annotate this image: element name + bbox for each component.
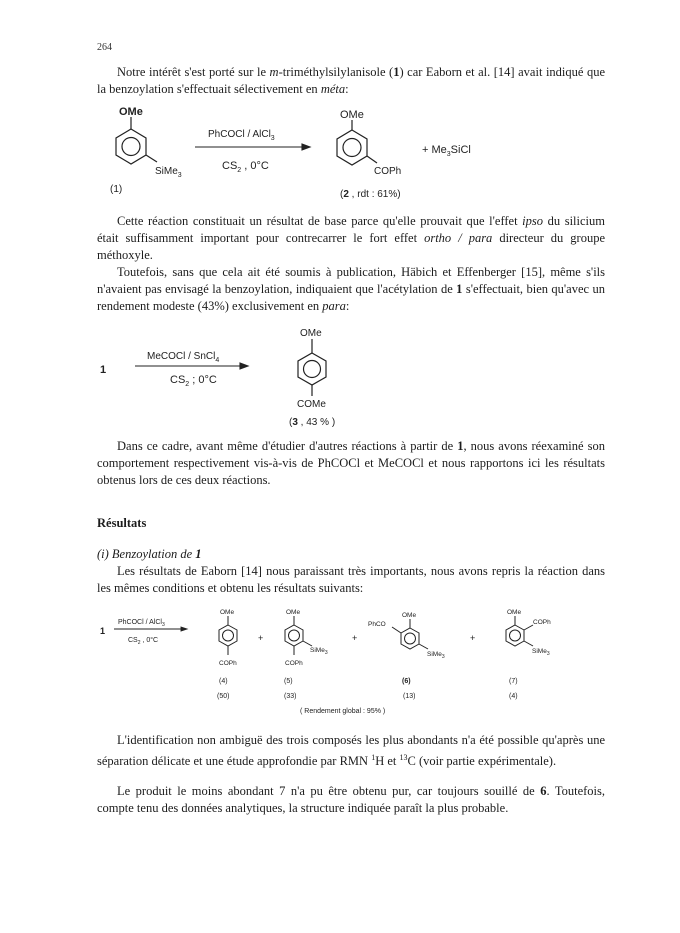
reaction-scheme-3 [0, 600, 680, 722]
superscript: 13 [399, 753, 408, 762]
p5-label: (5) [284, 678, 293, 685]
text-run: s'effectuait, bien qu'avec un rendement modeste (43%) exclusivement en [97, 282, 605, 313]
structure-2 [337, 120, 377, 165]
sm-label: (1) [110, 184, 123, 195]
paragraph-context [97, 438, 605, 489]
reagent-top: PhCOCl / AlCl$_3$ [118, 619, 165, 628]
reaction-scheme-2 [0, 320, 680, 432]
p7-label: (7) [509, 678, 518, 685]
p7-sime3: SiMe$_3$ [532, 648, 550, 657]
text-run: H et [375, 754, 400, 769]
p5-ome: OMe [286, 609, 301, 616]
italic-run: para [322, 299, 346, 313]
compound-number: 1 [456, 282, 463, 296]
p7-coph: COPh [533, 619, 551, 626]
p6-ome: OMe [402, 612, 417, 619]
section-heading: Résultats [97, 516, 147, 530]
reaction-arrow [135, 363, 248, 369]
prod-ome: OMe [340, 109, 364, 121]
reaction-arrow [114, 627, 187, 631]
compound-number: 1 [195, 547, 202, 561]
p6-phco: PhCO [368, 621, 386, 628]
sm-sime3: SiMe$_3$ [155, 166, 182, 179]
italic-run: ortho / para [424, 231, 493, 245]
p6-sime3: SiMe$_3$ [427, 651, 445, 660]
structure-5 [285, 616, 312, 655]
p5-yield: (33) [284, 693, 297, 700]
text-run: L'identification non ambiguë des trois composés les plus abondants n'a été possible qu'après une séparation délicate et une étude approfondie par RMN [97, 733, 605, 769]
plus-sign: + [258, 633, 264, 643]
p6-label: (6) [402, 678, 411, 685]
italic-run: ipso [522, 214, 544, 228]
text-run: Les résultats de Eaborn [14] nous paraissant très importants, nous avons repris la réaction dans les mêmes conditions et obtenu les résultats suivants: [97, 564, 605, 595]
paragraph-product-7 [97, 783, 605, 817]
text-run: Dans ce cadre, avant même d'étudier d'autres réactions à partir de [117, 439, 458, 453]
p4-coph: COPh [219, 660, 237, 667]
sm-number: 1 [100, 364, 107, 376]
plus-sign: + [352, 633, 358, 643]
p5-coph: COPh [285, 660, 303, 667]
text-run: . Toutefois, compte tenu des données analytiques, la structure indiquée paraît la plus probable. [97, 784, 605, 815]
p5-sime3: SiMe$_3$ [310, 647, 328, 656]
text-run: ) car Eaborn et al. [14] avait indiqué que la benzoylation s'effectuait sélectivement en [97, 65, 606, 96]
p4-label: (4) [219, 678, 228, 685]
structure-4 [219, 616, 237, 655]
p6-yield: (13) [403, 693, 416, 700]
reagent-bottom: $CS_2$ ; 0°C [170, 374, 217, 388]
reagent-bottom: $CS_2$ , 0°C [128, 637, 159, 646]
paragraph-ipso [97, 213, 605, 264]
compound-number: 1 [457, 439, 464, 453]
p4-yield: (50) [217, 693, 230, 700]
italic-run: méta [320, 82, 346, 96]
structure-1 [116, 117, 157, 164]
text-run: , nous avons réexaminé son comportement respectivement vis-à-vis de PhCOCl et MeCOCl et nous rapportons ici les résultats obtenus lors de ces deux réactions. [97, 439, 605, 487]
text-run: -triméthylsilylanisole ( [278, 65, 394, 79]
structure-6 [392, 619, 428, 649]
paragraph-repeat [97, 563, 605, 597]
prod-label: (3 , 43 % ) [289, 417, 336, 428]
text-run: du silicium était suffisamment important pour contrecarrer le fort effet [97, 214, 605, 245]
p7-ome: OMe [507, 609, 522, 616]
text-run: Le produit le moins abondant 7 n'a pu être obtenu pur, car toujours souillé de [117, 784, 541, 798]
subsection-heading [97, 547, 202, 562]
paragraph-acetylation [97, 264, 605, 315]
superscript: 1 [371, 753, 376, 762]
italic-run: m [269, 65, 279, 79]
page-number: 264 [97, 42, 112, 53]
reaction-arrow [195, 144, 310, 150]
text-run: directeur du groupe méthoxyle. [97, 231, 605, 262]
compound-number: 6 [540, 784, 547, 798]
compound-number: 1 [393, 65, 400, 79]
sm-ome: OMe [119, 106, 143, 118]
structure-7 [506, 616, 533, 646]
paragraph-intro [97, 64, 605, 98]
sm-number: 1 [100, 626, 106, 636]
text-run: Toutefois, sans que cela ait été soumis à publication, Häbich et Effenberger [15], même s'ils n'avaient pas envisagé la benzoylation, indiquaient que l'acétylation de [97, 265, 605, 296]
text-run: : [345, 299, 350, 313]
structure-3 [298, 339, 326, 396]
global-yield: ( Rendement global : 95% ) [300, 708, 386, 715]
prod-label: (2 , rdt : 61%) [340, 189, 401, 200]
prod-come: COMe [297, 399, 326, 410]
p7-yield: (4) [509, 693, 518, 700]
text-run: (i) Benzoylation de [97, 547, 196, 561]
prod-coph: COPh [374, 166, 402, 177]
text-run: Notre intérêt s'est porté sur le [117, 65, 270, 79]
text-run: C (voir partie expérimentale). [407, 754, 557, 769]
p4-ome: OMe [220, 609, 235, 616]
byproduct-me3sicl: + $Me_3SiCl$ [422, 144, 471, 158]
reagent-bottom: $CS_2$ , 0°C [222, 160, 269, 174]
text-run: Cette réaction constituait un résultat de base parce qu'elle prouvait que l'effet [117, 214, 523, 228]
plus-sign: + [470, 633, 476, 643]
prod-ome: OMe [300, 328, 322, 339]
text-run: : [345, 82, 349, 96]
reaction-scheme-1 [0, 100, 680, 208]
reagent-top: MeCOCl / SnCl$_4$ [147, 351, 220, 364]
paragraph-identification [97, 732, 605, 770]
reagent-top: PhCOCl / AlCl$_3$ [208, 129, 275, 142]
